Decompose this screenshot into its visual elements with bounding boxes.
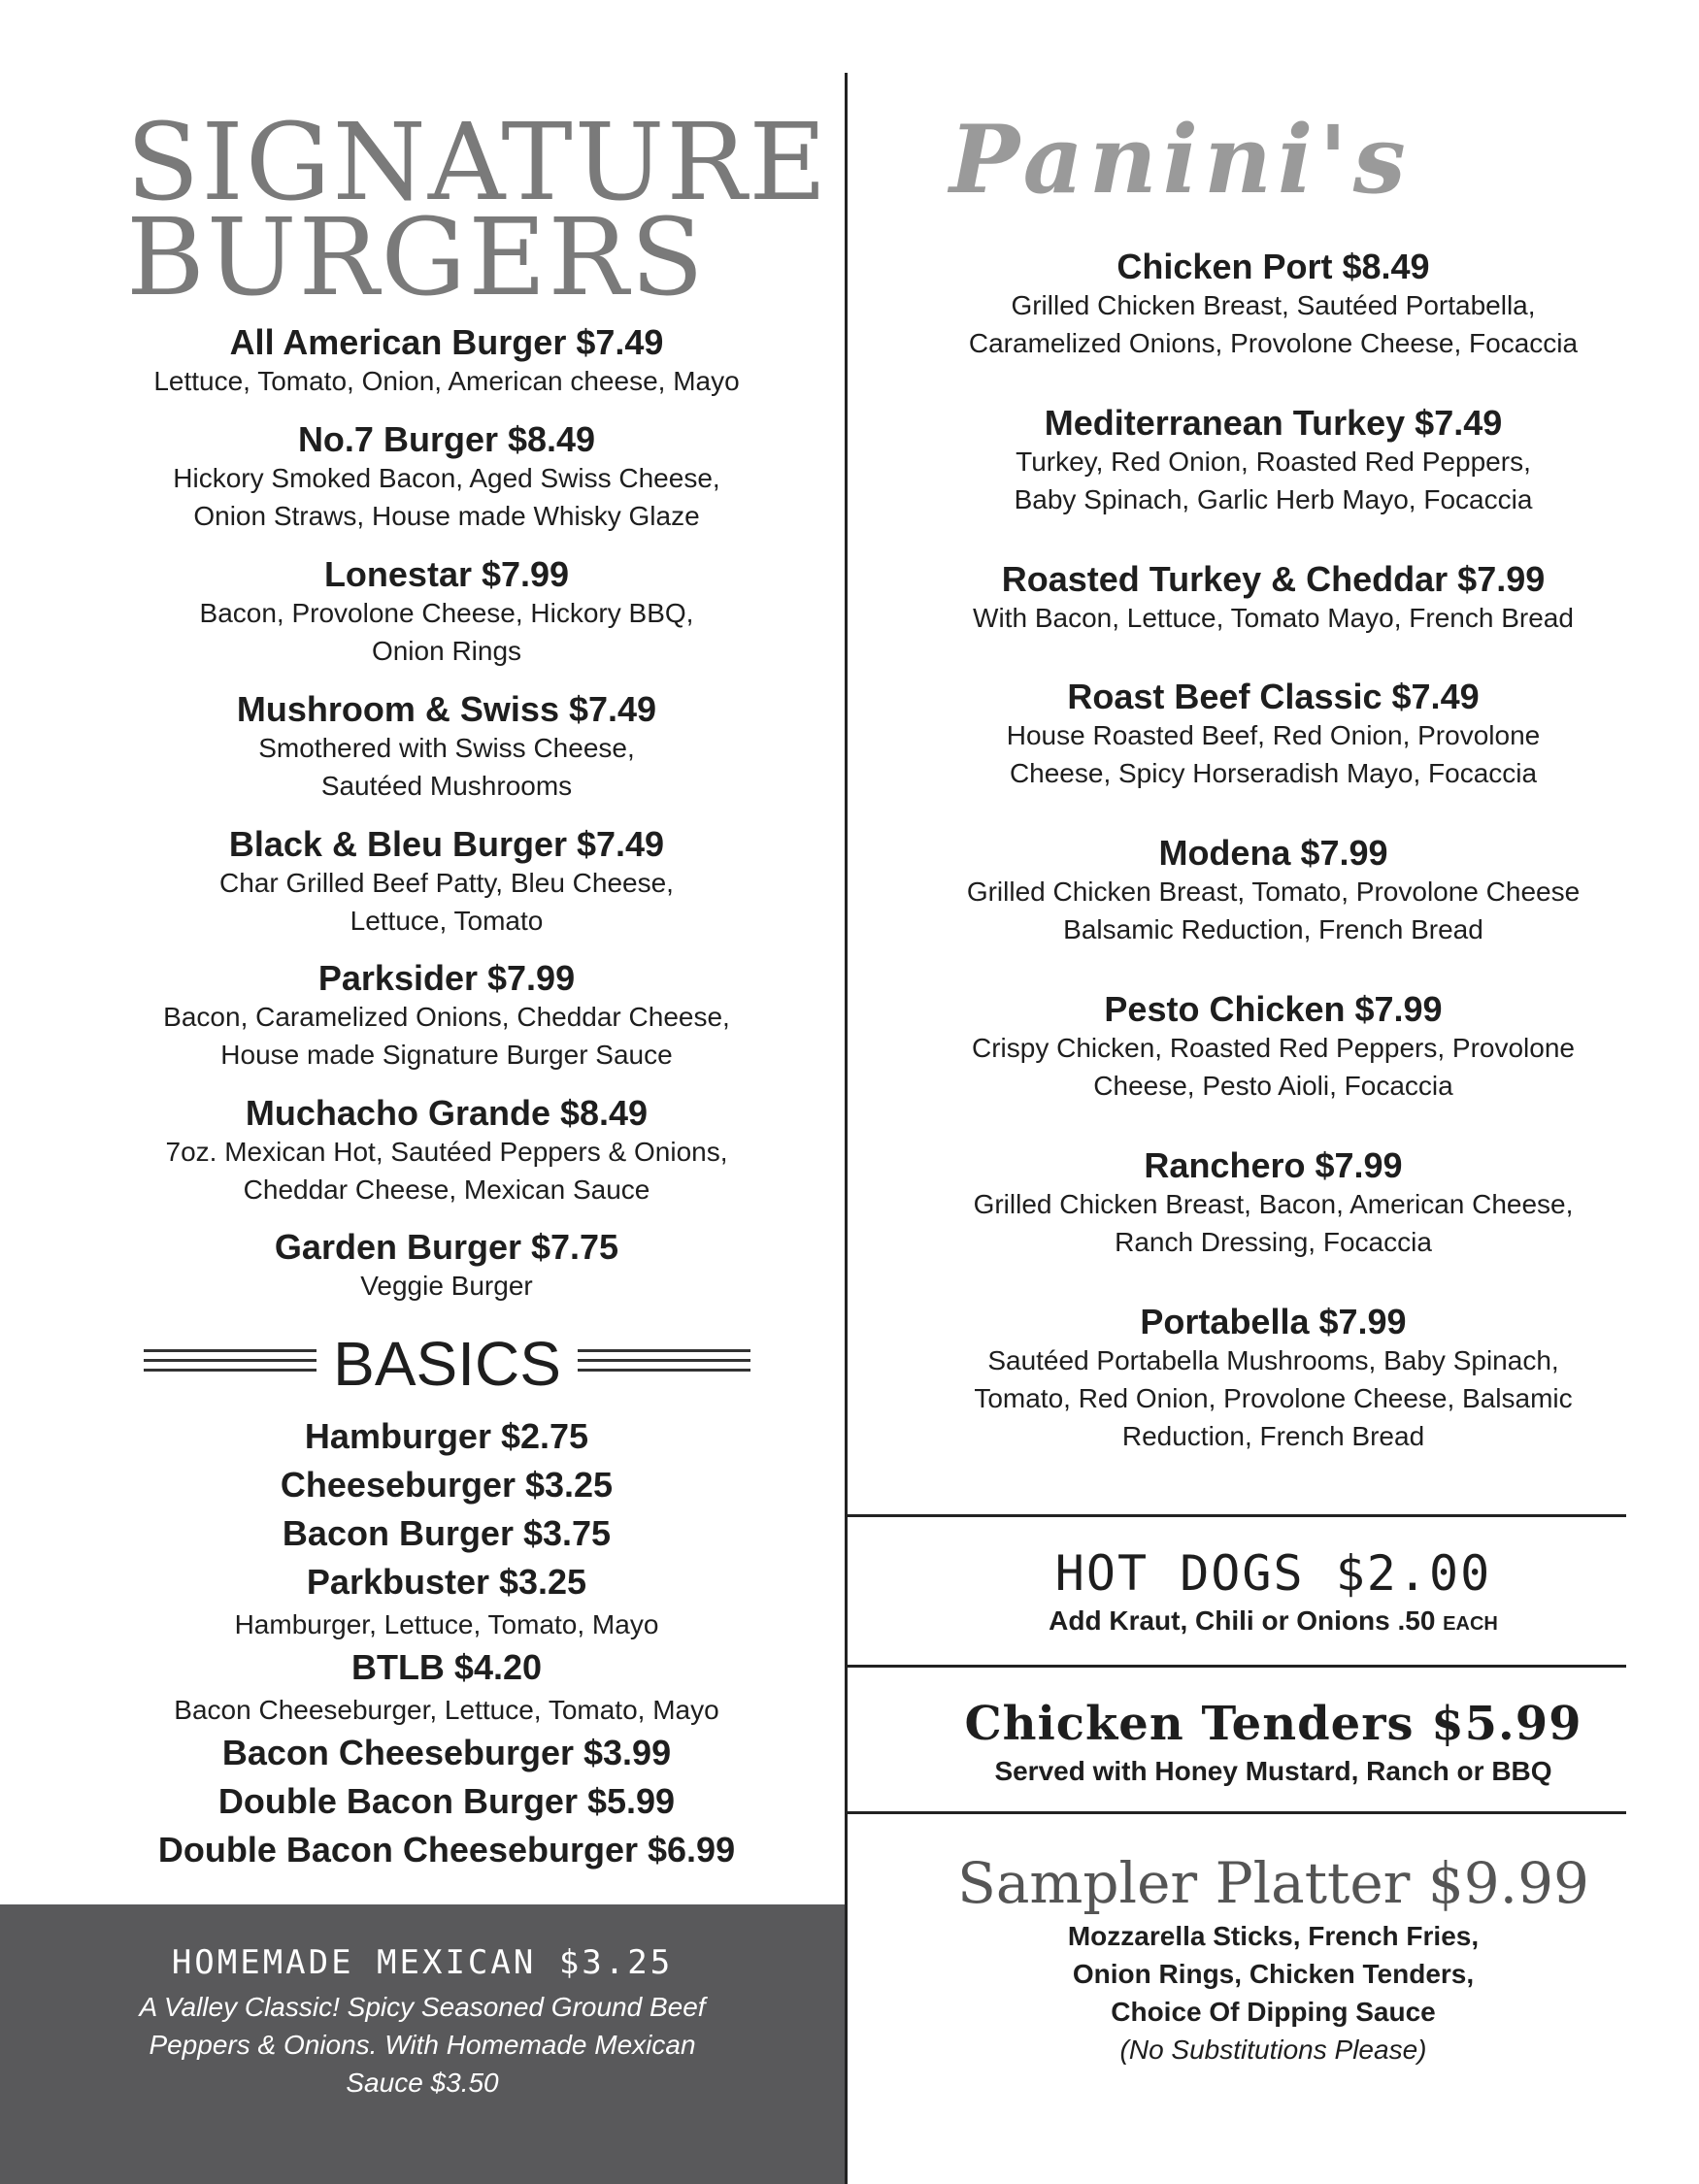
item-desc: Grilled Chicken Breast, Tomato, Provolone Cheese: [966, 877, 1581, 907]
mexican-desc-line: Peppers & Onions. With Homemade Mexican: [149, 2030, 696, 2060]
item-desc: Baby Spinach, Garlic Herb Mayo, Focaccia: [1014, 484, 1533, 514]
item-desc: Hickory Smoked Bacon, Aged Swiss Cheese,: [173, 463, 720, 493]
menu-item: [58, 825, 835, 940]
mexican-desc-line: Sauce $3.50: [346, 2068, 499, 2098]
section-divider: [848, 1514, 1626, 1517]
item-desc: Crispy Chicken, Roasted Red Peppers, Provolone: [972, 1033, 1575, 1063]
menu-item: [58, 323, 835, 400]
menu-item: [58, 1228, 835, 1305]
sampler-line: Onion Rings, Chicken Tenders,: [1072, 1959, 1475, 1989]
item-name: No.7 Burger $8.49: [297, 419, 596, 459]
item-name: Pesto Chicken $7.99: [1104, 989, 1443, 1029]
basic-item-desc: Bacon Cheeseburger, Lettuce, Tomato, Mayo: [174, 1695, 719, 1725]
item-name: Garden Burger $7.75: [274, 1227, 619, 1267]
item-desc: Char Grilled Beef Patty, Bleu Cheese,: [219, 868, 674, 898]
menu-item: [848, 248, 1699, 362]
section-divider: [848, 1665, 1626, 1668]
decorative-lines-right: [578, 1349, 750, 1376]
item-name: Muchacho Grande $8.49: [245, 1093, 649, 1133]
sampler-note: (No Substitutions Please): [1119, 2035, 1427, 2065]
item-name: Mushroom & Swiss $7.49: [236, 689, 657, 729]
mexican-desc: [0, 1988, 845, 2101]
item-name: All American Burger $7.49: [229, 322, 664, 362]
homemade-mexican-box: [0, 1904, 845, 2184]
item-name: Roasted Turkey & Cheddar $7.99: [1001, 559, 1546, 599]
item-desc: 7oz. Mexican Hot, Sautéed Peppers & Onions,: [165, 1137, 728, 1167]
menu-item: [848, 560, 1699, 637]
menu-item: [848, 404, 1699, 518]
item-name: Lonestar $7.99: [323, 554, 570, 594]
item-desc: Grilled Chicken Breast, Bacon, American Cheese,: [973, 1189, 1574, 1219]
item-name: Portabella $7.99: [1140, 1302, 1407, 1341]
item-name: Parksider $7.99: [317, 958, 576, 998]
item-name: Chicken Port $8.49: [1116, 247, 1430, 286]
item-desc: Lettuce, Tomato, Onion, American cheese, Mayo: [153, 366, 740, 396]
item-desc: With Bacon, Lettuce, Tomato Mayo, French Bread: [973, 603, 1574, 633]
menu-item: [58, 420, 835, 535]
menu-item: [58, 555, 835, 670]
signature-title-line1: SIGNATURE: [126, 100, 829, 224]
sampler-title: Sampler Platter $9.99: [957, 1850, 1589, 1916]
item-desc: House made Signature Burger Sauce: [220, 1040, 673, 1070]
item-desc: Cheese, Spicy Horseradish Mayo, Focaccia: [1009, 758, 1538, 788]
item-desc: Bacon, Caramelized Onions, Cheddar Cheese,: [163, 1002, 730, 1032]
basic-item: Double Bacon Cheeseburger $6.99: [157, 1830, 736, 1870]
item-desc: Onion Straws, House made Whisky Glaze: [193, 501, 700, 531]
item-name: Modena $7.99: [1158, 833, 1388, 873]
item-name: Black & Bleu Burger $7.49: [228, 824, 665, 864]
basic-item: Bacon Burger $3.75: [282, 1513, 612, 1553]
item-desc: House Roasted Beef, Red Onion, Provolone: [1006, 720, 1541, 750]
item-name: Ranchero $7.99: [1144, 1145, 1403, 1185]
item-desc: Balsamic Reduction, French Bread: [1063, 914, 1483, 944]
decorative-lines-left: [144, 1349, 316, 1376]
menu-item: [58, 959, 835, 1074]
basic-item: Parkbuster $3.25: [306, 1562, 587, 1602]
menu-item: [58, 1094, 835, 1208]
item-desc: Turkey, Red Onion, Roasted Red Peppers,: [1016, 447, 1531, 477]
hot-dogs-desc-text: Add Kraut, Chili or Onions .50: [1049, 1605, 1436, 1636]
hot-dogs-desc-each: EACH: [1443, 1613, 1498, 1635]
menu-item: [848, 834, 1699, 948]
basic-item: Hamburger $2.75: [304, 1416, 589, 1456]
sampler-platter-section: [848, 1849, 1699, 2068]
mexican-desc-line: A Valley Classic! Spicy Seasoned Ground Beef: [139, 1992, 706, 2022]
item-desc: Bacon, Provolone Cheese, Hickory BBQ,: [199, 598, 694, 628]
chicken-tenders-title: Chicken Tenders $5.99: [964, 1697, 1582, 1751]
hot-dogs-title: HOT DOGS $2.00: [1054, 1545, 1492, 1602]
menu-item: [848, 990, 1699, 1105]
chicken-tenders-section: [848, 1694, 1699, 1789]
item-desc: Ranch Dressing, Focaccia: [1115, 1227, 1432, 1257]
basics-heading: [144, 1330, 750, 1398]
menu-item: [848, 1303, 1699, 1455]
basic-item: Double Bacon Burger $5.99: [217, 1781, 676, 1821]
item-desc: Lettuce, Tomato: [350, 906, 544, 936]
item-desc: Veggie Burger: [360, 1271, 533, 1301]
basic-item: BTLB $4.20: [350, 1647, 543, 1687]
item-desc: Reduction, French Bread: [1121, 1421, 1425, 1451]
basics-list: [58, 1412, 835, 1874]
item-desc: Onion Rings: [371, 636, 522, 666]
basics-title: BASICS: [333, 1329, 561, 1399]
mexican-title: HOMEMADE MEXICAN $3.25: [171, 1943, 674, 1982]
section-divider: [848, 1811, 1626, 1814]
menu-item: [848, 678, 1699, 792]
menu-item: [848, 1146, 1699, 1261]
chicken-tenders-desc: Served with Honey Mustard, Ranch or BBQ: [994, 1756, 1552, 1786]
item-desc: Cheddar Cheese, Mexican Sauce: [243, 1175, 650, 1205]
sampler-line: Choice Of Dipping Sauce: [1111, 1997, 1436, 2027]
sampler-line: Mozzarella Sticks, French Fries,: [1067, 1921, 1480, 1951]
item-name: Mediterranean Turkey $7.49: [1044, 403, 1503, 443]
item-desc: Sautéed Mushrooms: [320, 771, 573, 801]
left-column: [0, 0, 845, 2184]
basic-item: Cheeseburger $3.25: [280, 1465, 614, 1505]
item-desc: Cheese, Pesto Aioli, Focaccia: [1093, 1071, 1453, 1101]
item-name: Roast Beef Classic $7.49: [1067, 677, 1480, 716]
signature-title-line2: BURGERS: [126, 195, 706, 319]
item-desc: Smothered with Swiss Cheese,: [258, 733, 635, 763]
item-desc: Tomato, Red Onion, Provolone Cheese, Balsamic: [974, 1383, 1573, 1413]
item-desc: Sautéed Portabella Mushrooms, Baby Spinach,: [987, 1345, 1559, 1375]
hot-dogs-desc: [848, 1604, 1699, 1641]
basic-item-desc: Hamburger, Lettuce, Tomato, Mayo: [234, 1609, 659, 1639]
item-desc: Caramelized Onions, Provolone Cheese, Focaccia: [968, 328, 1579, 358]
basic-item: Bacon Cheeseburger $3.99: [221, 1733, 672, 1772]
signature-burgers-heading: [126, 100, 829, 319]
paninis-heading: Panini's: [949, 105, 1412, 215]
item-desc: Grilled Chicken Breast, Sautéed Portabella,: [1011, 290, 1536, 320]
hot-dogs-section: [848, 1543, 1699, 1641]
menu-item: [58, 690, 835, 805]
